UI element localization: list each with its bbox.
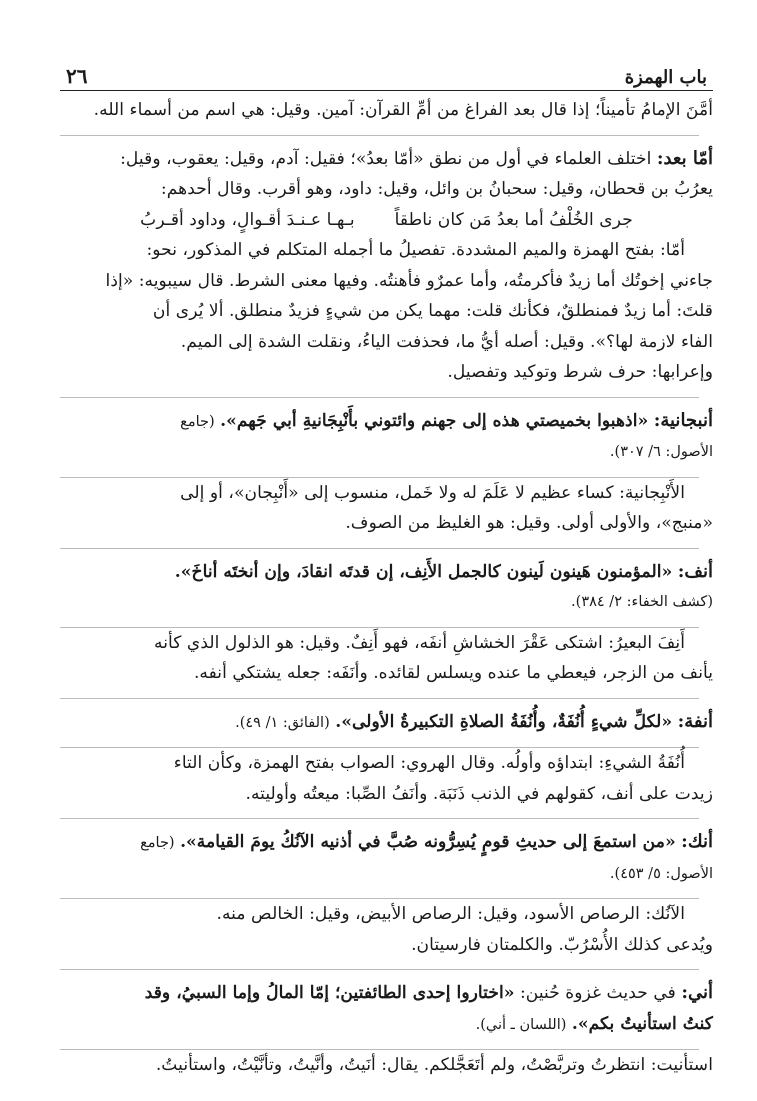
text-line: قلتَ: أما زيدٌ فمنطلقٌ، فكأنك قلت: مهما يكن من شيءٍ فزيدٌ منطلق. ألا يُرى أن	[152, 301, 713, 321]
source-ref: (جامع	[180, 413, 215, 430]
text-line: أَنِفَ البعيرُ: اشتكى عَقْرَ الخشاشِ أنفَه، فهو أَنِفٌ. وقيل: هو الذلول الذي كأنه	[154, 632, 685, 653]
entry-text: في حديث غزوة حُنين:	[519, 983, 676, 1003]
entry-amma-baad	[60, 144, 713, 388]
hadith-quote: «اذهبوا بخميصتي هذه إلى جهنم وائتوني بأَنْبِجَانيةِ أبي جَهم».	[220, 410, 649, 431]
divider	[60, 548, 699, 549]
text-line: زيدت على أنف، كقولهم في الذنب ذَنَبَة. وأنَفُ الصِّبا: ميعتُه وأوليته.	[245, 783, 713, 804]
text-line: وإعرابها: حرف شرط وتوكيد وتفصيل.	[447, 362, 713, 382]
source-ref: (كشف الخفاء: ٢/ ٣٨٤).	[571, 594, 713, 610]
entry-anbijaniya	[60, 406, 713, 539]
text-line	[60, 827, 713, 859]
divider	[60, 698, 699, 699]
hadith-quote: «المؤمنون هَينون لَينون كالجمل الأَنِف، إن قدتَه انقادَ، وإن أنختَه أناخَ».	[174, 561, 673, 582]
text-line: الآنُك: الرصاص الأسود، وقيل: الرصاص الأبيض، وقيل: الخالص منه.	[216, 904, 685, 924]
source-ref: (جامع	[140, 835, 175, 851]
page	[60, 56, 713, 1081]
divider	[60, 969, 699, 970]
text-line: جاءني إخوتُك أما زيدٌ فأكرمتُه، وأما عمرٌو فأهنتُه. وفيها معنى الشرط. قال سيبويه: «إذا	[105, 270, 713, 291]
text-line	[60, 144, 713, 175]
source-ref: (الفائق: ١/ ٤٩).	[235, 714, 330, 731]
divider	[60, 135, 699, 136]
source-ref: الأصول: ٥/ ٤٥٣).	[609, 865, 713, 882]
poetry-verse	[60, 205, 713, 236]
headword: أنف:	[677, 560, 713, 582]
text-line	[60, 707, 713, 739]
text-line: الفاء لازمة لها؟». وقيل: أصله أيُّ ما، فحذفت الياءُ، ونقلت الشدة إلى الميم.	[180, 331, 713, 352]
text-line: أمّا: بفتح الهمزة والميم المشددة. تفصيلُ ما أجمله المتكلم في المذكور، نحو:	[146, 240, 685, 260]
entry-text: اختلف العلماء في أول من نطق «أمّا بعدُ»؛ فقيل: آدم، وقيل: يعقوب، وقيل:	[120, 148, 652, 169]
source-ref: الأصول: ٦/ ٣٠٧).	[609, 444, 713, 460]
hadith-quote: «لكلِّ شيءٍ أُنُفَةٌ، وأُنُفَةُ الصلاةِ التكبيرةُ الأولى».	[335, 711, 673, 732]
headword: أنفة:	[677, 710, 713, 732]
running-header	[60, 56, 713, 91]
headword: أنبجانية:	[653, 409, 713, 431]
text-line: يأنف من الزجر، فيعطي ما عنده ويسلس لقائده. وأنَفَه: جعله يشتكي أنفه.	[193, 663, 713, 683]
hadith-quote: «اختاروا إحدى الطائفتين؛ إمّا المالُ وإما السبيُ، وقد	[144, 983, 515, 1003]
text-line: الأَنْبِجانية: كساء عظيم لا عَلَمَ له ولا خَمل، منسوب إلى «أَنْبِجان»، أو إلى	[180, 482, 685, 503]
text-line: استأنيت: انتظرتُ وتربَّصْتُ، ولم أتَعَجَّلكم. يقال: أنَيتُ، وأنَّيتُ، وتأنَّيْتُ، واستأنيتُ.	[155, 1055, 713, 1075]
entry-anuk	[60, 827, 713, 960]
text-line	[60, 978, 713, 1009]
text-line: ويُدعى كذلك الأُسْرُبّ. والكلمتان فارسيتان.	[411, 934, 713, 955]
text-line	[60, 406, 713, 438]
running-title: باب الهمزة	[624, 67, 707, 88]
page-number: ٢٦	[66, 64, 88, 88]
divider	[60, 818, 699, 819]
hadith-quote: كنتُ استأنيتُ بكم».	[571, 1013, 713, 1034]
text-line: أمَّنَ الإمامُ تأميناً؛ إذا قال بعد الفراغ من أمِّ القرآن: آمين. وقيل: هي اسم من أسماء الله.	[93, 100, 713, 120]
headword: أني:	[681, 982, 713, 1003]
entry-ani	[60, 978, 713, 1081]
verse-hemistich-1: جرى الخُلْفُ أما بعدُ مَن كان ناطقاً	[394, 209, 633, 230]
headword: أنك:	[681, 831, 713, 852]
hadith-quote: «من استمعَ إلى حديثِ قومٍ يُسِرُّونه صُبَّ في أذنيه الآنُكُ يومَ القيامة».	[180, 832, 676, 852]
text-line: «منبج»، والأولى أولى. وقيل: هو الغليظ من الصوف.	[345, 513, 713, 533]
text-line	[60, 557, 713, 588]
headword: أمّا بعد:	[656, 147, 713, 169]
divider	[60, 397, 699, 398]
text-line: أُنُفَةُ الشيءِ: ابتداؤه وأولُه. وقال الهروي: الصواب بفتح الهمزة، وكأن التاء	[173, 753, 685, 773]
entry-anf	[60, 557, 713, 689]
page-body	[60, 91, 713, 1081]
text-line: يعرُبُ بن قحطان، وقيل: سحبانُ بن وائل، وقيل: داود، وهو أقرب. وقال أحدهم:	[160, 179, 713, 199]
entry-unufa	[60, 707, 713, 810]
source-ref: (اللسان ـ أني).	[475, 1016, 567, 1033]
verse-hemistich-2: بـهـا عـنـدَ أقـوالٍ، وداود أقـربُ	[140, 209, 355, 230]
text-line	[60, 1009, 713, 1041]
